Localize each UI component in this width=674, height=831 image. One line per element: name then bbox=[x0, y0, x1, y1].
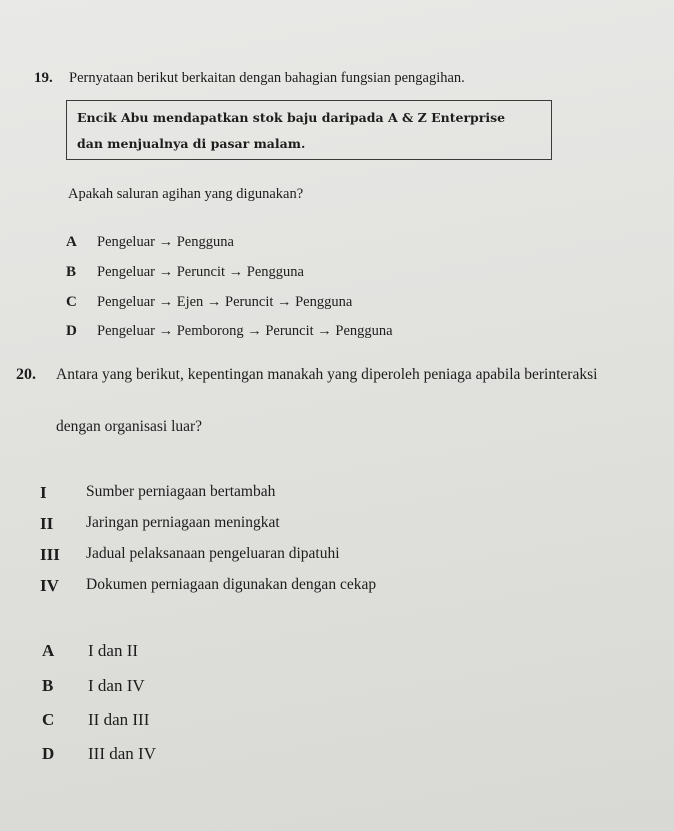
q20-option-d-letter: D bbox=[42, 744, 55, 763]
q19-option-a-letter: A bbox=[66, 234, 77, 250]
q20-statement-4-text: Dokumen perniagaan digunakan dengan cekap bbox=[86, 576, 377, 593]
q19-option-d-text: Pengeluar → Pemborong → Peruncit → Pengguna bbox=[97, 323, 393, 339]
q19-stem: Pernyataan berikut berkaitan dengan bahagian fungsian pengagihan. bbox=[69, 70, 465, 86]
q19-box-line-2: dan menjualnya di pasar malam. bbox=[77, 136, 306, 151]
q20-option-b-text: I dan IV bbox=[88, 676, 145, 695]
q20-option-b-letter: B bbox=[42, 676, 54, 695]
q20-statement-2-numeral: II bbox=[40, 514, 54, 533]
q20-stem-line-1: Antara yang berikut, kepentingan manakah yang diperoleh peniaga apabila berinteraksi bbox=[56, 366, 598, 383]
q19-question: Apakah saluran agihan yang digunakan? bbox=[68, 186, 304, 202]
q19-number: 19. bbox=[34, 70, 53, 86]
q20-option-a-letter: A bbox=[42, 641, 55, 660]
q20-statement-3-text: Jadual pelaksanaan pengeluaran dipatuhi bbox=[86, 545, 340, 562]
q19-option-c-letter: C bbox=[66, 294, 77, 310]
q20-statement-2-text: Jaringan perniagaan meningkat bbox=[86, 514, 280, 531]
q19-box-line-1: Encik Abu mendapatkan stok baju daripada A & Z Enterprise bbox=[77, 110, 506, 125]
q20-option-c-text: II dan III bbox=[88, 710, 150, 729]
q19-option-d-letter: D bbox=[66, 323, 77, 339]
q19-option-b-text: Pengeluar → Peruncit → Pengguna bbox=[97, 264, 304, 280]
q20-option-d-text: III dan IV bbox=[88, 744, 156, 763]
q20-statement-1-text: Sumber perniagaan bertambah bbox=[86, 483, 276, 500]
q19-statement-box bbox=[66, 100, 552, 160]
q19-option-b-letter: B bbox=[66, 264, 77, 280]
q20-statement-1-numeral: I bbox=[40, 483, 47, 502]
q20-option-a-text: I dan II bbox=[88, 641, 139, 660]
q20-option-c-letter: C bbox=[42, 710, 55, 729]
q19-option-c-text: Pengeluar → Ejen → Peruncit → Pengguna bbox=[97, 294, 353, 310]
q20-stem-line-2: dengan organisasi luar? bbox=[56, 418, 203, 435]
q19-option-a-text: Pengeluar → Pengguna bbox=[97, 234, 234, 250]
q20-statement-3-numeral: III bbox=[40, 545, 60, 564]
q20-statement-4-numeral: IV bbox=[40, 576, 59, 595]
q20-number: 20. bbox=[16, 366, 36, 383]
